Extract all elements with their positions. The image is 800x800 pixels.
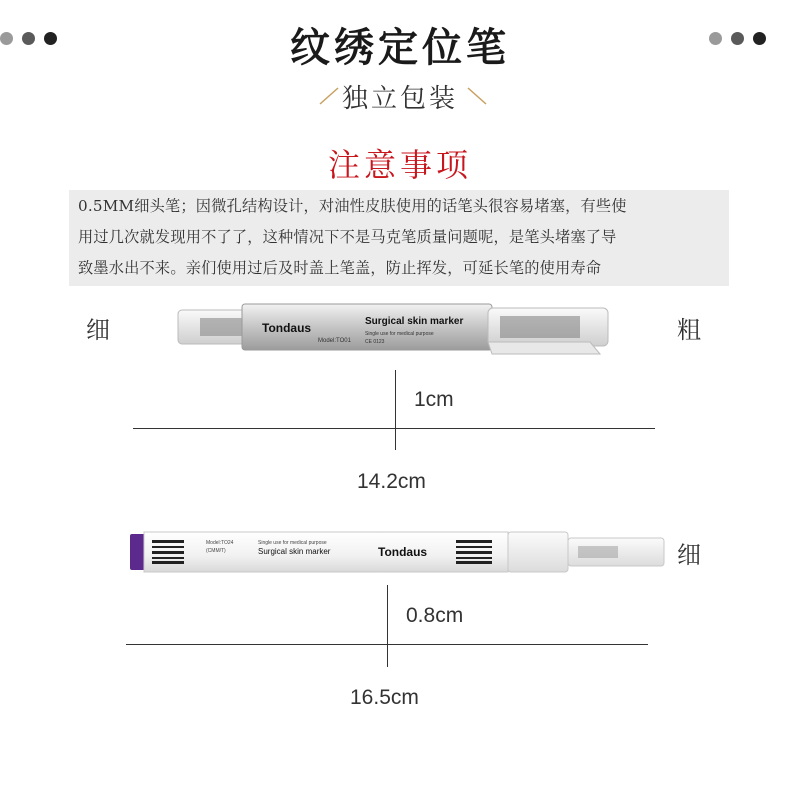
pen2-model: Model:TO24: [206, 540, 234, 546]
pen2-diameter-line: [387, 585, 388, 667]
notice-text: [78, 191, 730, 284]
pen2-cap-ring: [508, 532, 568, 572]
broad-tip-label: 粗: [677, 316, 701, 344]
pen1-diameter-line: [395, 370, 396, 450]
pen2-tip-insert: [578, 546, 618, 558]
page-subtitle: 独立包装: [341, 84, 458, 114]
pen2-product: Surgical skin marker: [258, 547, 331, 556]
fine-tip-label-2: 细: [677, 541, 701, 569]
pen1-diameter-value: 1cm: [414, 388, 454, 411]
pen1-product: Surgical skin marker: [365, 316, 464, 327]
marker-pen-1-image: [170, 298, 630, 358]
notice-line: 致墨水出不来。亲们使用过后及时盖上笔盖，防止挥发，可延长笔的使用寿命: [78, 259, 602, 277]
marker-pen-2-image: [128, 528, 668, 576]
notice-line: 用过几次就发现用不了了，这种情况下不是马克笔质量问题呢，是笔头堵塞了导: [78, 228, 617, 246]
pen2-small-text: Single use for medical purpose: [258, 540, 327, 546]
pen1-cert: CE 0123: [365, 339, 385, 345]
pen1-brand: Tondaus: [262, 321, 312, 335]
pen2-length-line: [126, 644, 648, 645]
pen1-broad-tip-insert: [500, 316, 580, 338]
pen1-clip: [488, 342, 600, 354]
fine-tip-label: 细: [86, 316, 110, 344]
decorative-slash-right: [460, 80, 490, 110]
pen2-brand: Tondaus: [378, 545, 428, 559]
page-title: 纹绣定位笔: [290, 25, 510, 71]
pen2-diameter-value: 0.8cm: [406, 604, 464, 627]
pen2-length-value: 16.5cm: [350, 686, 419, 709]
pen1-length-value: 14.2cm: [357, 470, 426, 493]
pen2-barcode-text: (CMM/T): [206, 548, 226, 554]
notice-line: 0.5MM细头笔；因微孔结构设计，对油性皮肤使用的话笔头很容易堵塞，有些使: [78, 197, 627, 215]
pen1-small-text: Single use for medical purpose: [365, 331, 434, 337]
notice-heading: 注意事项: [327, 146, 472, 184]
pen1-model: Model:TO01: [318, 338, 351, 344]
pen1-length-line: [133, 428, 655, 429]
